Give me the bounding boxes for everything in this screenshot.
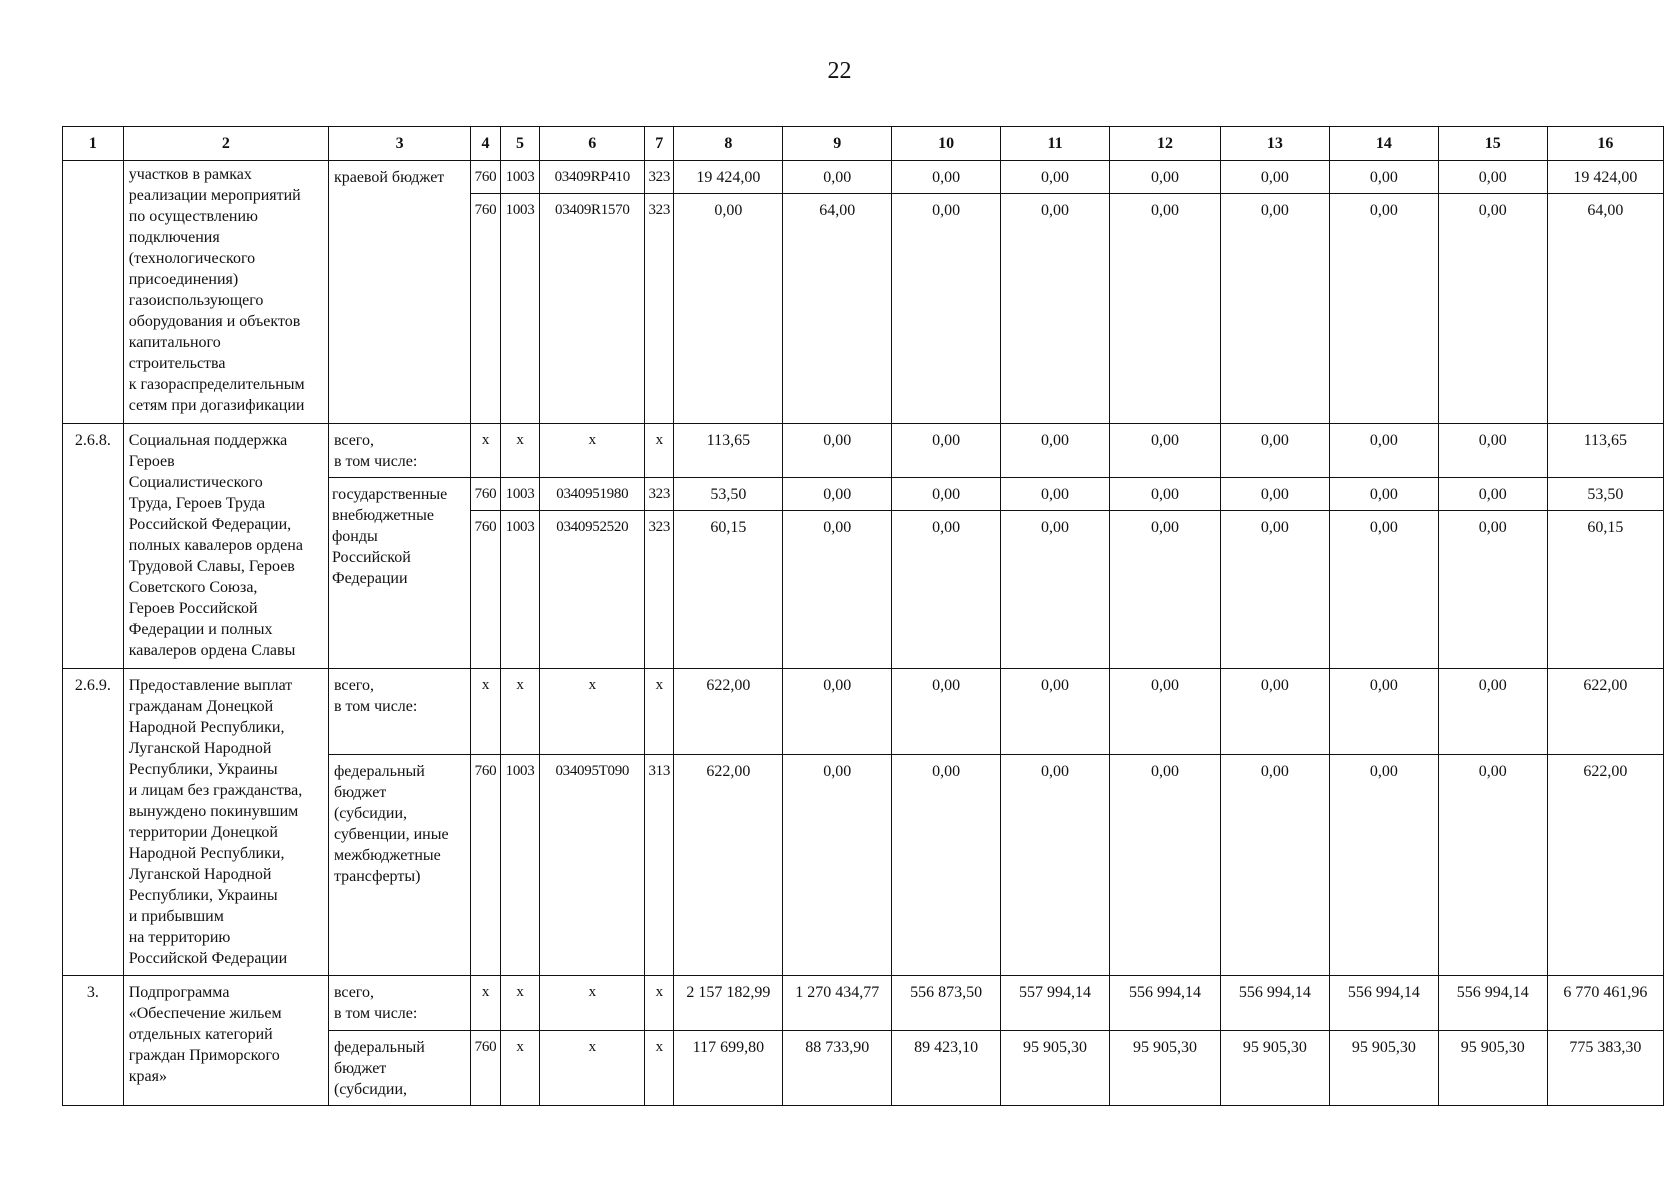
value-cell: 0,00	[1329, 194, 1438, 424]
code-cell: 323	[645, 194, 674, 424]
item-name-line: строительства	[128, 355, 226, 372]
value-cell: 0,00	[1001, 511, 1110, 669]
item-name-line: Социальная поддержка	[128, 432, 288, 449]
item-name-line: территории Донецкой	[128, 824, 278, 841]
header-cell: 7	[645, 127, 674, 161]
value-cell: 0,00	[1220, 669, 1329, 755]
item-name-line: (технологического	[128, 250, 256, 267]
funding-source-line: фонды	[331, 528, 378, 545]
item-name-line: оборудования и объектов	[128, 313, 301, 330]
item-name-line: полных кавалеров ордена	[128, 537, 303, 554]
value-cell: 60,15	[1547, 511, 1663, 669]
value-cell: 0,00	[892, 194, 1001, 424]
item-name-line: Героев	[128, 453, 175, 470]
value-cell: 0,00	[1438, 194, 1547, 424]
code-cell: x	[645, 669, 674, 755]
value-cell: 117 699,80	[674, 1031, 783, 1106]
value-cell: 0,00	[1001, 161, 1110, 194]
funding-source-line: Федерации	[331, 570, 408, 587]
value-cell: 113,65	[1547, 424, 1663, 478]
funding-source	[328, 976, 470, 1031]
value-cell: 556 994,14	[1438, 976, 1547, 1031]
header-cell: 12	[1110, 127, 1221, 161]
funding-source-line: бюджет	[333, 1060, 387, 1077]
code-cell: 1003	[500, 478, 540, 511]
value-cell: 0,00	[1329, 478, 1438, 511]
value-cell: 60,15	[674, 511, 783, 669]
funding-source-line: бюджет	[333, 784, 387, 801]
code-cell: x	[471, 976, 500, 1031]
item-name-line: по осуществлению	[128, 208, 258, 225]
value-cell: 0,00	[1438, 424, 1547, 478]
value-cell: 95 905,30	[1001, 1031, 1110, 1106]
header-cell: 15	[1438, 127, 1547, 161]
table-row	[63, 669, 1664, 755]
value-cell: 556 994,14	[1110, 976, 1221, 1031]
item-name-line: капитального	[128, 334, 221, 351]
code-cell: 313	[645, 755, 674, 976]
value-cell: 0,00	[892, 669, 1001, 755]
value-cell: 0,00	[783, 755, 892, 976]
table-row	[63, 424, 1664, 478]
code-cell: 1003	[500, 194, 540, 424]
funding-source-line: внебюджетные	[331, 507, 434, 524]
value-cell: 0,00	[1001, 424, 1110, 478]
code-cell: 0340952520	[540, 511, 645, 669]
value-cell: 95 905,30	[1329, 1031, 1438, 1106]
value-cell: 0,00	[1220, 424, 1329, 478]
header-cell: 4	[471, 127, 500, 161]
item-name-line: участков в рамках	[128, 166, 252, 183]
code-cell: 760	[471, 511, 500, 669]
header-cell: 14	[1329, 127, 1438, 161]
funding-source-line: государственные	[331, 486, 448, 503]
value-cell: 622,00	[1547, 669, 1663, 755]
value-cell: 0,00	[892, 511, 1001, 669]
value-cell: 0,00	[1110, 424, 1221, 478]
header-cell: 1	[63, 127, 124, 161]
item-name	[123, 424, 328, 669]
funding-source	[328, 669, 470, 755]
item-name-line: «Обеспечение жильем	[128, 1005, 282, 1022]
code-cell: 1003	[500, 511, 540, 669]
code-cell: 0340951980	[540, 478, 645, 511]
code-cell: 760	[471, 161, 500, 194]
code-cell: x	[500, 669, 540, 755]
value-cell: 0,00	[892, 161, 1001, 194]
value-cell: 88 733,90	[783, 1031, 892, 1106]
value-cell: 0,00	[674, 194, 783, 424]
funding-source-line: федеральный	[333, 763, 425, 780]
code-cell: x	[645, 976, 674, 1031]
code-cell: 03409R1570	[540, 194, 645, 424]
value-cell: 89 423,10	[892, 1031, 1001, 1106]
item-name-line: Республики, Украины	[128, 887, 278, 904]
funding-source	[328, 755, 470, 976]
value-cell: 0,00	[892, 424, 1001, 478]
item-name-line: гражданам Донецкой	[128, 698, 274, 715]
value-cell: 0,00	[783, 478, 892, 511]
item-name-line: Российской Федерации,	[128, 516, 292, 533]
item-name-line: Народной Республики,	[128, 845, 285, 862]
code-cell: 760	[471, 1031, 500, 1106]
value-cell: 0,00	[1110, 194, 1221, 424]
table-row	[63, 976, 1664, 1031]
value-cell: 0,00	[1438, 755, 1547, 976]
value-cell: 0,00	[1329, 424, 1438, 478]
code-cell: x	[645, 424, 674, 478]
header-cell: 2	[123, 127, 328, 161]
value-cell: 0,00	[1001, 194, 1110, 424]
value-cell: 556 873,50	[892, 976, 1001, 1031]
value-cell: 622,00	[1547, 755, 1663, 976]
item-name-line: Социалистического	[128, 474, 263, 491]
value-cell: 0,00	[1110, 755, 1221, 976]
item-name	[123, 161, 328, 424]
funding-source-line: трансферты)	[333, 868, 421, 885]
item-name-line: к газораспределительным	[128, 376, 305, 393]
item-name-line: края»	[128, 1068, 167, 1085]
value-cell: 0,00	[783, 669, 892, 755]
item-name-line: Республики, Украины	[128, 761, 278, 778]
header-cell: 9	[783, 127, 892, 161]
item-number: 3.	[63, 976, 124, 1106]
funding-source-line: всего,	[333, 677, 374, 694]
code-cell: 1003	[500, 755, 540, 976]
header-cell: 13	[1220, 127, 1329, 161]
funding-source	[328, 1031, 470, 1106]
funding-source-line: в том числе:	[333, 1005, 418, 1022]
item-name-line: Народной Республики,	[128, 719, 285, 736]
value-cell: 0,00	[1438, 161, 1547, 194]
code-cell: x	[540, 976, 645, 1031]
item-name-line: подключения	[128, 229, 220, 246]
header-cell: 8	[674, 127, 783, 161]
item-number: 2.6.8.	[63, 424, 124, 669]
item-name-line: сетям при догазификации	[128, 397, 305, 414]
code-cell: x	[500, 976, 540, 1031]
value-cell: 0,00	[783, 511, 892, 669]
code-cell: x	[471, 424, 500, 478]
value-cell: 0,00	[1220, 161, 1329, 194]
value-cell: 622,00	[674, 755, 783, 976]
code-cell: x	[500, 1031, 540, 1106]
header-cell: 6	[540, 127, 645, 161]
funding-source-line: Российской	[331, 549, 411, 566]
value-cell: 0,00	[1329, 669, 1438, 755]
value-cell: 0,00	[1438, 669, 1547, 755]
item-name-line: и лицам без гражданства,	[128, 782, 303, 799]
value-cell: 0,00	[1220, 194, 1329, 424]
funding-source-line: субвенции, иные	[333, 826, 449, 843]
item-number	[63, 161, 124, 424]
value-cell: 0,00	[1110, 161, 1221, 194]
value-cell: 0,00	[1438, 478, 1547, 511]
value-cell: 0,00	[892, 478, 1001, 511]
item-name-line: Подпрограмма	[128, 984, 230, 1001]
value-cell: 0,00	[1001, 478, 1110, 511]
funding-source-line: федеральный	[333, 1039, 425, 1056]
code-cell: x	[540, 1031, 645, 1106]
item-name-line: Российской Федерации	[128, 950, 288, 967]
value-cell: 113,65	[674, 424, 783, 478]
header-cell: 5	[500, 127, 540, 161]
item-name-line: газоиспользующего	[128, 292, 264, 309]
value-cell: 0,00	[1220, 478, 1329, 511]
value-cell: 622,00	[674, 669, 783, 755]
item-name	[123, 976, 328, 1106]
code-cell: 034095T090	[540, 755, 645, 976]
value-cell: 0,00	[1329, 161, 1438, 194]
table-row	[63, 161, 1664, 194]
value-cell: 95 905,30	[1220, 1031, 1329, 1106]
value-cell: 556 994,14	[1220, 976, 1329, 1031]
item-name-line: Предоставление выплат	[128, 677, 293, 694]
funding-source-line: (субсидии,	[333, 1081, 408, 1098]
item-name-line: Луганской Народной	[128, 740, 272, 757]
value-cell: 0,00	[783, 424, 892, 478]
value-cell: 0,00	[1110, 669, 1221, 755]
value-cell: 0,00	[892, 755, 1001, 976]
funding-source-line: (субсидии,	[333, 805, 408, 822]
code-cell: 03409RP410	[540, 161, 645, 194]
header-row	[63, 127, 1664, 161]
code-cell: 760	[471, 194, 500, 424]
value-cell: 0,00	[1220, 755, 1329, 976]
value-cell: 556 994,14	[1329, 976, 1438, 1031]
value-cell: 53,50	[1547, 478, 1663, 511]
code-cell: x	[500, 424, 540, 478]
item-name-line: присоединения)	[128, 271, 239, 288]
funding-source-line: в том числе:	[333, 453, 418, 470]
item-name-line: граждан Приморского	[128, 1047, 280, 1064]
value-cell: 0,00	[783, 161, 892, 194]
code-cell: 323	[645, 511, 674, 669]
funding-source	[328, 424, 470, 478]
budget-table	[62, 126, 1664, 1106]
code-cell: 323	[645, 161, 674, 194]
header-cell: 16	[1547, 127, 1663, 161]
item-name-line: вынуждено покинувшим	[128, 803, 299, 820]
value-cell: 0,00	[1438, 511, 1547, 669]
item-name-line: реализации мероприятий	[128, 187, 301, 204]
item-name-line: Федерации и полных	[128, 621, 273, 638]
value-cell: 95 905,30	[1110, 1031, 1221, 1106]
item-name-line: Героев Российской	[128, 600, 258, 617]
item-name-line: Трудовой Славы, Героев	[128, 558, 295, 575]
header-cell: 10	[892, 127, 1001, 161]
value-cell: 64,00	[783, 194, 892, 424]
item-name-line: Труда, Героев Труда	[128, 495, 266, 512]
header-cell: 11	[1001, 127, 1110, 161]
item-number: 2.6.9.	[63, 669, 124, 976]
item-name-line: Советского Союза,	[128, 579, 258, 596]
value-cell: 0,00	[1110, 511, 1221, 669]
value-cell: 64,00	[1547, 194, 1663, 424]
value-cell: 0,00	[1001, 755, 1110, 976]
value-cell: 0,00	[1001, 669, 1110, 755]
value-cell: 53,50	[674, 478, 783, 511]
value-cell: 19 424,00	[1547, 161, 1663, 194]
value-cell: 6 770 461,96	[1547, 976, 1663, 1031]
value-cell: 0,00	[1220, 511, 1329, 669]
value-cell: 557 994,14	[1001, 976, 1110, 1031]
code-cell: x	[540, 669, 645, 755]
value-cell: 95 905,30	[1438, 1031, 1547, 1106]
code-cell: x	[540, 424, 645, 478]
page-number: 22	[827, 58, 852, 84]
funding-source: краевой бюджет	[328, 161, 470, 424]
code-cell: 323	[645, 478, 674, 511]
item-name-line: кавалеров ордена Славы	[128, 642, 296, 659]
header-cell: 3	[328, 127, 470, 161]
item-name-line: и прибывшим	[128, 908, 224, 925]
funding-source-line: всего,	[333, 984, 374, 1001]
item-name-line: на территорию	[128, 929, 231, 946]
code-cell: x	[645, 1031, 674, 1106]
value-cell: 2 157 182,99	[674, 976, 783, 1031]
funding-source	[328, 478, 470, 669]
funding-source-line: всего,	[333, 432, 374, 449]
value-cell: 0,00	[1329, 755, 1438, 976]
value-cell: 0,00	[1329, 511, 1438, 669]
funding-source-line: межбюджетные	[333, 847, 441, 864]
funding-source-line: в том числе:	[333, 698, 418, 715]
code-cell: 760	[471, 755, 500, 976]
value-cell: 1 270 434,77	[783, 976, 892, 1031]
item-name-line: Луганской Народной	[128, 866, 272, 883]
item-name	[123, 669, 328, 976]
code-cell: x	[471, 669, 500, 755]
code-cell: 1003	[500, 161, 540, 194]
item-name-line: отдельных категорий	[128, 1026, 273, 1043]
value-cell: 0,00	[1110, 478, 1221, 511]
value-cell: 19 424,00	[674, 161, 783, 194]
value-cell: 775 383,30	[1547, 1031, 1663, 1106]
code-cell: 760	[471, 478, 500, 511]
